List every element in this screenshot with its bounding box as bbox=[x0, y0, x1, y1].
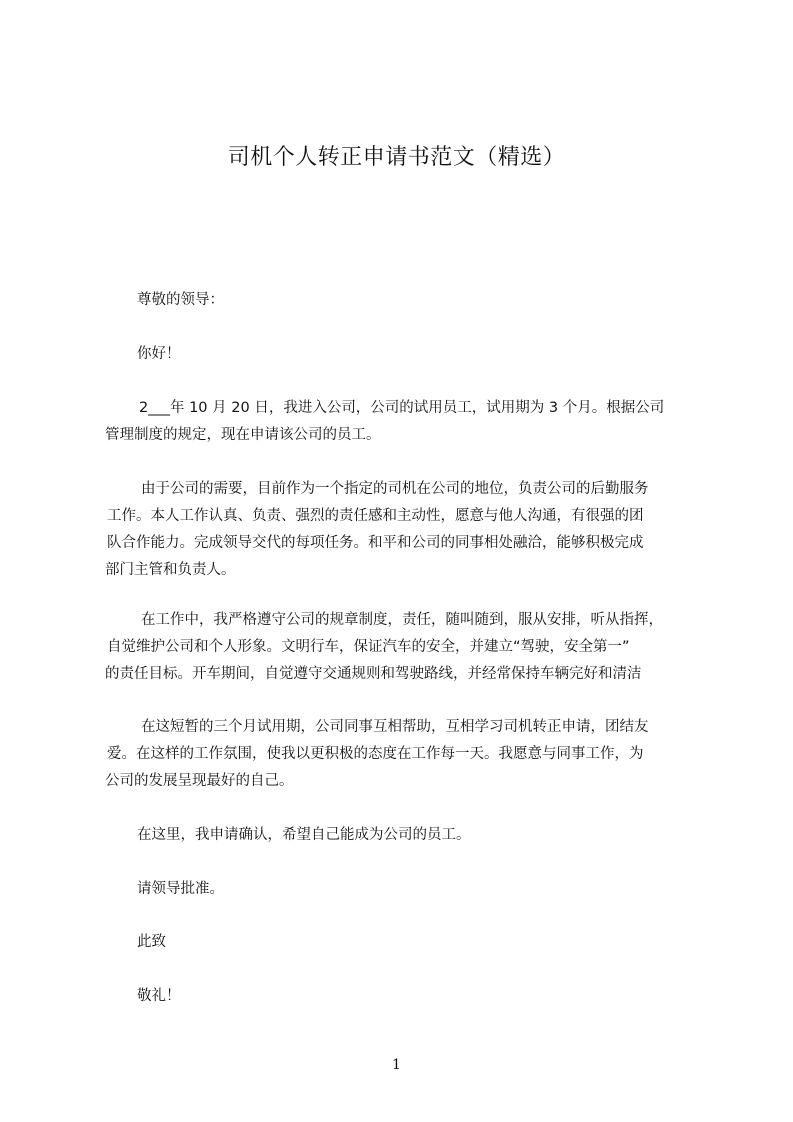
paragraph-line: 自觉维护公司和个人形象。文明行车，保证汽车的安全，并建立“驾驶，安全第一” bbox=[107, 639, 630, 655]
paragraph-line: 在工作中，我严格遵守公司的规章制度，责任，随叫随到，服从安排，听从指挥， bbox=[141, 612, 663, 628]
paragraph-line: 工作。本人工作认真、负责、强烈的责任感和主动性，愿意与他人沟通，有很强的团 bbox=[107, 508, 644, 524]
paragraph-line: 部门主管和负责人。 bbox=[105, 562, 236, 578]
greeting: 你好！ bbox=[137, 346, 181, 362]
paragraph-line: 爱。在这样的工作氛围，使我以更积极的态度在工作每一天。我愿意与同事工作，为 bbox=[107, 746, 644, 762]
page-number: 1 bbox=[392, 1057, 401, 1073]
page-title: 司机个人转正申请书范文（精选） bbox=[227, 145, 566, 170]
salutation: 尊敬的领导： bbox=[137, 292, 224, 308]
paragraph-line: 在这短暂的三个月试用期，公司同事互相帮助，互相学习司机转正申请，团结友 bbox=[141, 719, 649, 735]
paragraph-line: 由于公司的需要，目前作为一个指定的司机在公司的地位，负责公司的后勤服务 bbox=[141, 481, 649, 497]
approval-request: 请领导批准。 bbox=[137, 881, 224, 897]
paragraph-line: 2___年 10 月 20 日，我进入公司，公司的试用员工，试用期为 3 个月。根据公司 bbox=[139, 400, 665, 416]
paragraph-line: 管理制度的规定，现在申请该公司的员工。 bbox=[105, 427, 381, 443]
sign-off-line-1: 此致 bbox=[137, 934, 166, 950]
sign-off-line-2: 敬礼！ bbox=[137, 988, 181, 1004]
closing-request: 在这里，我申请确认，希望自己能成为公司的员工。 bbox=[137, 827, 471, 843]
paragraph-line: 队合作能力。完成领导交代的每项任务。和平和公司的同事相处融洽，能够积极完成 bbox=[107, 535, 644, 551]
paragraph-line: 的责任目标。开车期间，自觉遵守交通规则和驾驶路线，并经常保持车辆完好和清洁 bbox=[105, 666, 642, 682]
paragraph-line: 公司的发展呈现最好的自己。 bbox=[105, 773, 294, 789]
